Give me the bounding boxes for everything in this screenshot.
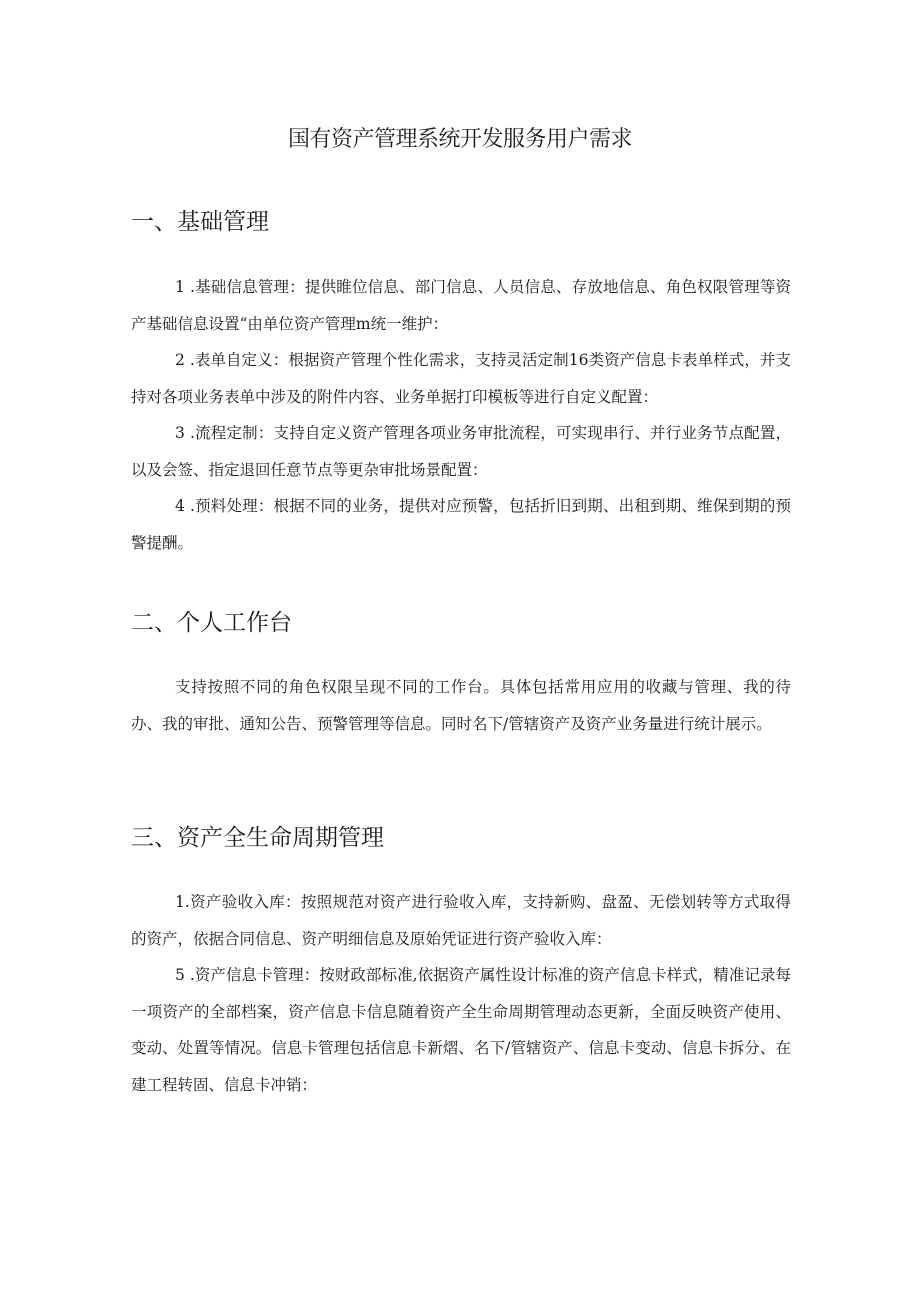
section-heading-basic-management: 一、基础管理 <box>131 209 269 235</box>
paragraph-form-custom: 2 .表单自定义：根据资产管理个性化需求，支持灵活定制16类资产信息卡表单样式，并支持对各项业务表单中涉及的附件内容、业务单据打印模板等进行自定义配置： <box>131 351 791 406</box>
document-title: 国有资产管理系统开发服务用户需求 <box>287 127 632 152</box>
paragraph-workflow-custom: 3 .流程定制：支持自定义资产管理各项业务审批流程，可实现串行、并行业务节点配置，以及会签、指定退回任意节点等更杂审批场景配置： <box>131 424 791 479</box>
section-heading-lifecycle: 三、资产全生命周期管理 <box>131 825 384 851</box>
paragraph-asset-card: 5 .资产信息卡管理：按财政部标准,依据资产属性设计标准的资产信息卡样式，精准记录每一项资产的全部档案，资产信息卡信息随着资产全生命周期管理动态更新，全面反映资产使用、变动、处置等情况。信息卡管理包括信息卡新熠、名下/管辖资产、信息卡变动、信息卡拆分、在建工程转固、信息卡冲销： <box>131 966 791 1094</box>
paragraph-asset-acceptance: 1.资产验收入库：按照规范对资产进行验收入库，支持新购、盘盈、无偿划转等方式取得的资产，依据合同信息、资产明细信息及原始凭证进行资产验收入库： <box>131 893 791 948</box>
section-heading-personal-workbench: 二、个人工作台 <box>131 610 292 636</box>
paragraph-basic-info: 1 .基础信息管理：提供睢位信息、部门信息、人员信息、存放地信息、角色权限管理等资产基础信息设置“由单位资产管理m统一维护： <box>131 278 791 333</box>
paragraph-alert-handling: 4 .预料处理：根据不同的业务，提供对应预警，包括折旧到期、出租到期、维保到期的预警提酬。 <box>131 497 791 552</box>
paragraph-workbench: 支持按照不同的角色权限呈现不同的工作台。具体包括常用应用的收藏与管理、我的待办、我的审批、通知公告、预警管理等信息。同时名下/管辖资产及资产业务量进行统计展示。 <box>131 678 791 733</box>
